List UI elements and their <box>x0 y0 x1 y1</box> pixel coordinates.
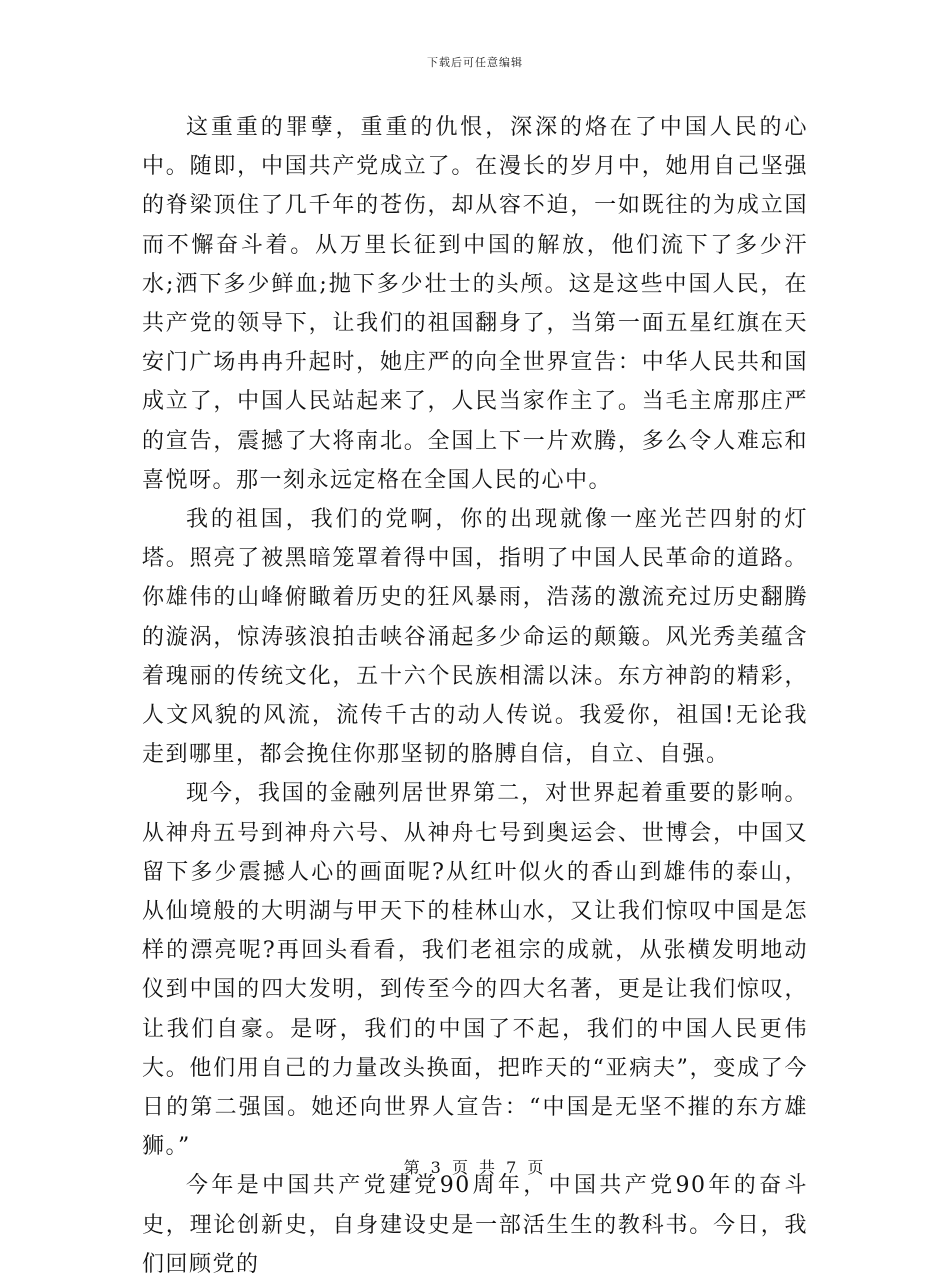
paragraph-3: 现今，我国的金融列居世界第二，对世界起着重要的影响。从神舟五号到神舟六号、从神舟七号到奥运会、世博会，中国又留下多少震撼人心的画面呢?从红叶似火的香山到雄伟的泰山，从仙境般的大明湖与甲天下的桂林山水，又让我们惊叹中国是怎样的漂亮呢?再回头看看，我们老祖宗的成就，从张横发明地动仪到中国的四大发明，到传至今的四大名著，更是让我们惊叹，让我们自豪。是呀，我们的中国了不起，我们的中国人民更伟大。他们用自己的力量改头换面，把昨天的“亚病夫”，变成了今日的第二强国。她还向世界人宣告：“中国是无坚不摧的东方雄狮。” <box>142 781 808 1160</box>
paragraph-2: 我的祖国，我们的党啊，你的出现就像一座光芒四射的灯塔。照亮了被黑暗笼罩着得中国，指明了中国人民革命的道路。你雄伟的山峰俯瞰着历史的狂风暴雨，浩荡的激流充过历史翻腾的漩涡，惊涛骇浪拍击峡谷涌起多少命运的颠簸。风光秀美蕴含着瑰丽的传统文化，五十六个民族相濡以沫。东方神韵的精彩，人文风貌的风流，流传千古的动人传说。我爱你，祖国!无论我走到哪里，都会挽住你那坚韧的胳膊自信，自立、自强。 <box>142 507 808 768</box>
document-body <box>142 108 808 1284</box>
page-number-footer: 第 3 页 共 7 页 <box>403 1158 547 1177</box>
page-header: 下载后可任意编辑 <box>427 56 523 69</box>
paragraph-4: 今年是中国共产党建党90周年，中国共产党90年的奋斗史，理论创新史，自身建设史是一部活生生的教科书。今日，我们回顾党的 <box>142 1173 808 1277</box>
paragraph-1: 这重重的罪孽，重重的仇恨，深深的烙在了中国人民的心中。随即，中国共产党成立了。在漫长的岁月中，她用自己坚强的脊梁顶住了几千年的苍伤，却从容不迫，一如既往的为成立国而不懈奋斗着。从万里长征到中国的解放，他们流下了多少汗水;洒下多少鲜血;抛下多少壮士的头颅。这是这些中国人民，在共产党的领导下，让我们的祖国翻身了，当第一面五星红旗在天安门广场冉冉升起时，她庄严的向全世界宣告：中华人民共和国成立了，中国人民站起来了，人民当家作主了。当毛主席那庄严的宣告，震撼了大将南北。全国上下一片欢腾，多么令人难忘和喜悦呀。那一刻永远定格在全国人民的心中。 <box>142 115 808 493</box>
